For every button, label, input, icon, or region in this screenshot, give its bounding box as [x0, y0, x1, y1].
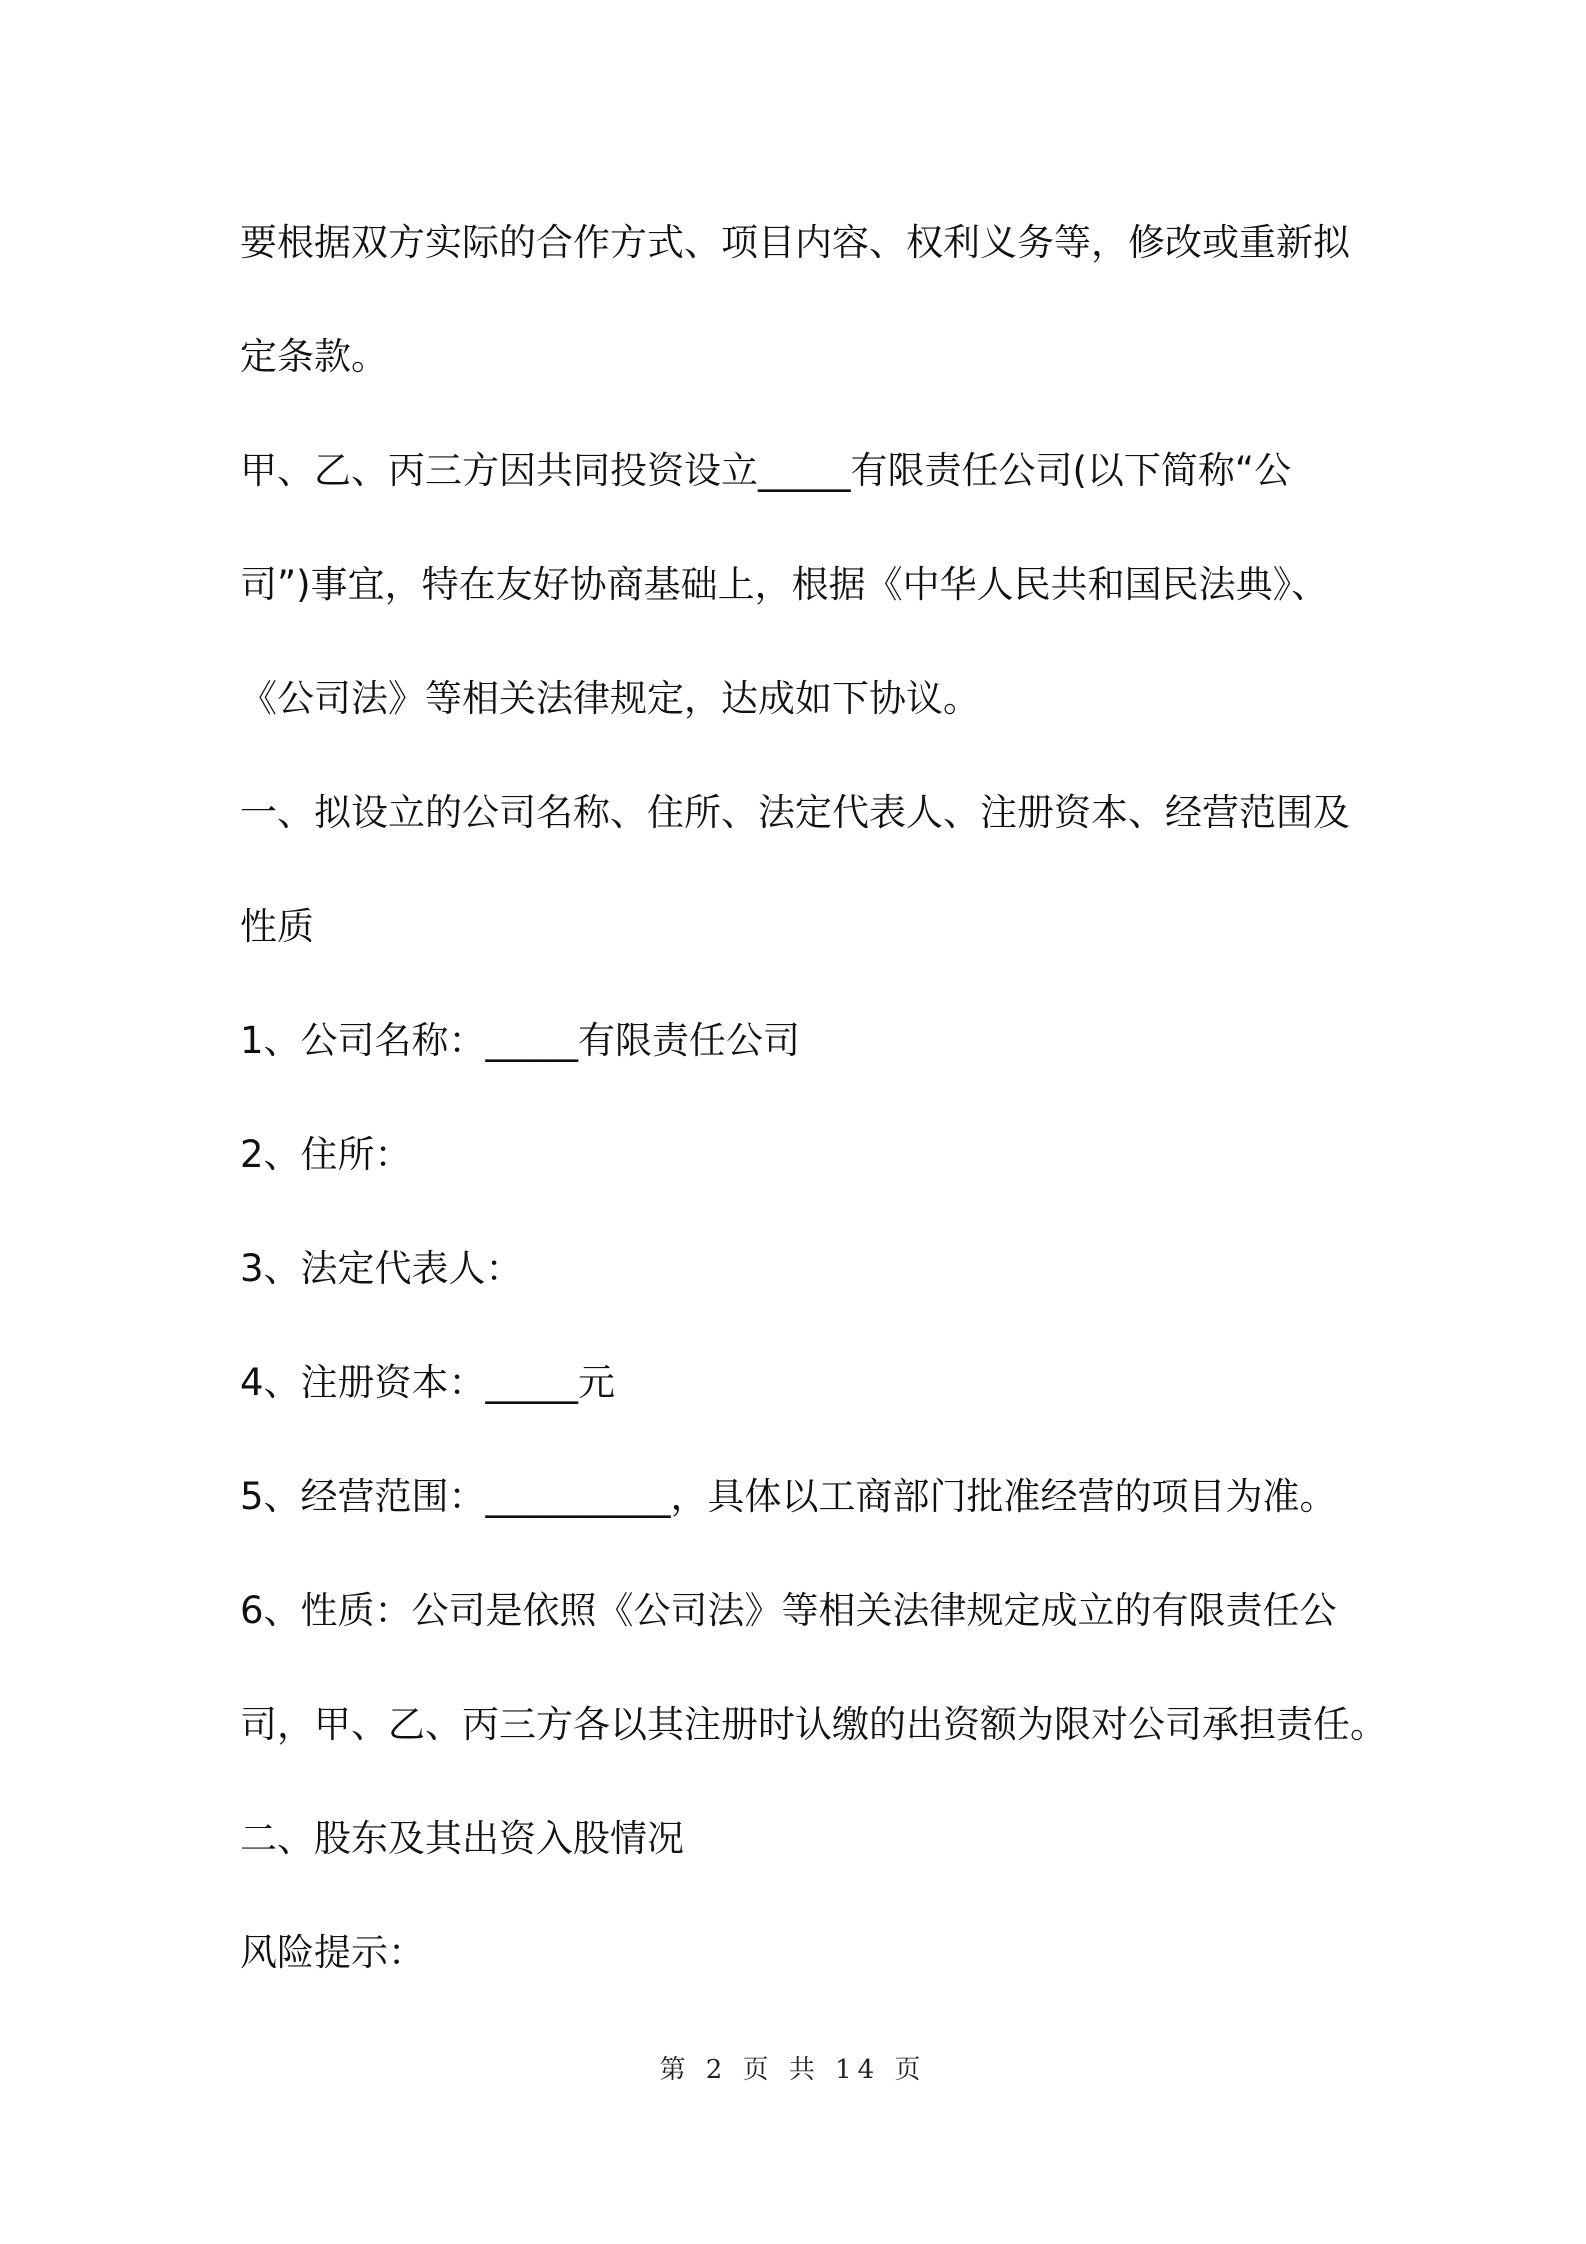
- list-item: 6、性质：公司是依照《公司法》等相关法律规定成立的有限责任公: [240, 1589, 1337, 1632]
- list-item: 司，甲、乙、丙三方各以其注册时认缴的出资额为限对公司承担责任。: [240, 1703, 1387, 1746]
- list-item: 1、公司名称：_____有限责任公司: [240, 1019, 801, 1062]
- section-heading: 性质: [240, 905, 314, 948]
- list-item: 5、经营范围：__________，具体以工商部门批准经营的项目为准。: [240, 1475, 1337, 1518]
- list-item: 3、法定代表人：: [240, 1247, 523, 1290]
- list-item: 2、住所：: [240, 1133, 412, 1176]
- text-line: 要根据双方实际的合作方式、项目内容、权利义务等，修改或重新拟: [240, 221, 1350, 264]
- text-line: 定条款。: [240, 335, 388, 378]
- text-line: 《公司法》等相关法律规定，达成如下协议。: [240, 677, 980, 720]
- text-line: 司”)事宜，特在友好协商基础上，根据《中华人民共和国民法典》、: [240, 563, 1329, 606]
- section-heading: 二、股东及其出资入股情况: [240, 1817, 684, 1860]
- section-heading: 一、拟设立的公司名称、住所、法定代表人、注册资本、经营范围及: [240, 791, 1350, 834]
- text-line: 风险提示：: [240, 1931, 425, 1974]
- list-item: 4、注册资本：_____元: [240, 1361, 616, 1404]
- text-line: 甲、乙、丙三方因共同投资设立_____有限责任公司(以下简称“公: [240, 449, 1292, 492]
- page-number-footer: 第 2 页 共 14 页: [659, 2055, 927, 2085]
